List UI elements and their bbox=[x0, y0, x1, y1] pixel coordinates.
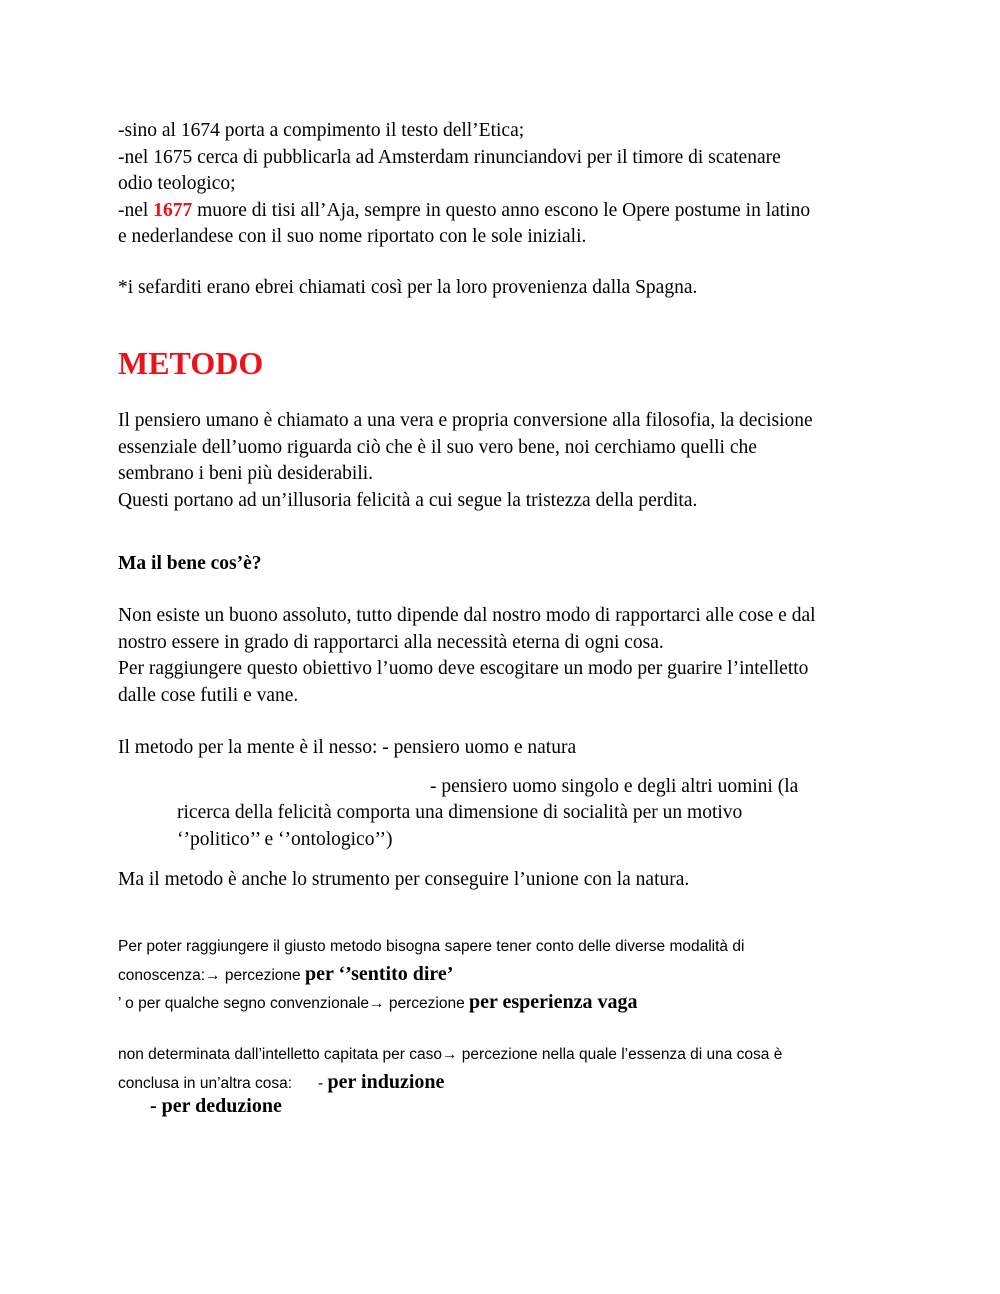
intro-line-4 bbox=[118, 198, 888, 225]
nesso-line-3: ricerca della felicità comporta una dimensione di socialità per un motivo bbox=[177, 802, 743, 823]
conoscenza-line-2-text: conoscenza:→ percezione bbox=[118, 966, 305, 984]
metodo-line-4: Questi portano ad un’illusoria felicità a cui segue la tristezza della perdita. bbox=[118, 489, 698, 511]
conoscenza-paragraph-2 bbox=[118, 1042, 908, 1097]
metodo-line-2: essenziale dell’uomo riguarda ciò che è il suo vero bene, noi cerchiamo quelli che bbox=[118, 436, 757, 458]
section-title: METODO bbox=[118, 345, 264, 381]
metodo-paragraph bbox=[118, 408, 888, 514]
conoscenza-line-3-text: ’ o per qualche segno convenzionale→ percezione bbox=[118, 995, 469, 1012]
conoscenza-line-1: Per poter raggiungere il giusto metodo bisogna sapere tener conto delle diverse modalità di bbox=[118, 938, 745, 955]
intro-line-2: -nel 1675 cerca di pubblicarla ad Amsterdam rinunciandovi per il timore di scatenare bbox=[118, 146, 781, 168]
intro-line-5: e nederlandese con il suo nome riportato con le sole iniziali. bbox=[118, 226, 587, 247]
highlighted-year: 1677 bbox=[153, 199, 193, 221]
per-sentito-dire: per ‘’sentito dire’ bbox=[304, 962, 454, 985]
metodo-line-1: Il pensiero umano è chiamato a una vera e propria conversione alla filosofia, la decisione bbox=[118, 410, 813, 431]
bene-line-2: nostro essere in grado di rapportarci alla necessità eterna di ogni cosa. bbox=[118, 631, 664, 653]
footnote: *i sefarditi erano ebrei chiamati così per la loro provenienza dalla Spagna. bbox=[118, 277, 698, 298]
nesso-line-1: Il metodo per la mente è il nesso: - pensiero uomo e natura bbox=[118, 737, 577, 758]
bene-line-3: Per raggiungere questo obiettivo l’uomo deve escogitare un modo per guarire l’intelletto bbox=[118, 658, 809, 679]
conoscenza-line-4: non determinata dall’intelletto capitata per caso→ percezione nella quale l’essenza di una cosa è bbox=[118, 1046, 783, 1063]
conoscenza-paragraph-1 bbox=[118, 934, 908, 1018]
nesso-line-2: - pensiero uomo singolo e degli altri uomini (la bbox=[430, 776, 799, 797]
bene-line-1: Non esiste un buono assoluto, tutto dipende dal nostro modo di rapportarci alle cose e dal bbox=[118, 605, 816, 626]
conoscenza-line-5-dash: - bbox=[318, 1074, 328, 1092]
conoscenza-line-2 bbox=[118, 961, 908, 990]
per-induzione: per induzione bbox=[327, 1070, 445, 1093]
intro-line-1: -sino al 1674 porta a compimento il testo dell’Etica; bbox=[118, 120, 525, 141]
intro-line-4-rest: muore di tisi all’Aja, sempre in questo anno escono le Opere postume in latino bbox=[192, 199, 811, 221]
nesso-indented bbox=[177, 800, 877, 853]
per-deduzione: - per deduzione bbox=[150, 1095, 282, 1117]
bene-paragraph bbox=[118, 603, 888, 709]
intro-paragraph bbox=[118, 118, 888, 251]
intro-line-3: odio teologico; bbox=[118, 173, 236, 194]
conoscenza-line-5-text: conclusa in un’altra cosa: bbox=[118, 1074, 293, 1092]
question-heading: Ma il bene cos’è? bbox=[118, 553, 262, 574]
unione-paragraph: Ma il metodo è anche lo strumento per conseguire l’unione con la natura. bbox=[118, 869, 690, 890]
per-esperienza-vaga: per esperienza vaga bbox=[469, 991, 638, 1013]
metodo-line-3: sembrano i beni più desiderabili. bbox=[118, 463, 374, 484]
nesso-line-4: ‘’politico’’ e ‘’ontologico’’) bbox=[177, 828, 393, 850]
bene-line-4: dalle cose futili e vane. bbox=[118, 684, 299, 706]
deduzione-line bbox=[150, 1093, 550, 1120]
conoscenza-line-3 bbox=[118, 989, 908, 1018]
intro-line-4-prefix: -nel bbox=[118, 199, 154, 221]
